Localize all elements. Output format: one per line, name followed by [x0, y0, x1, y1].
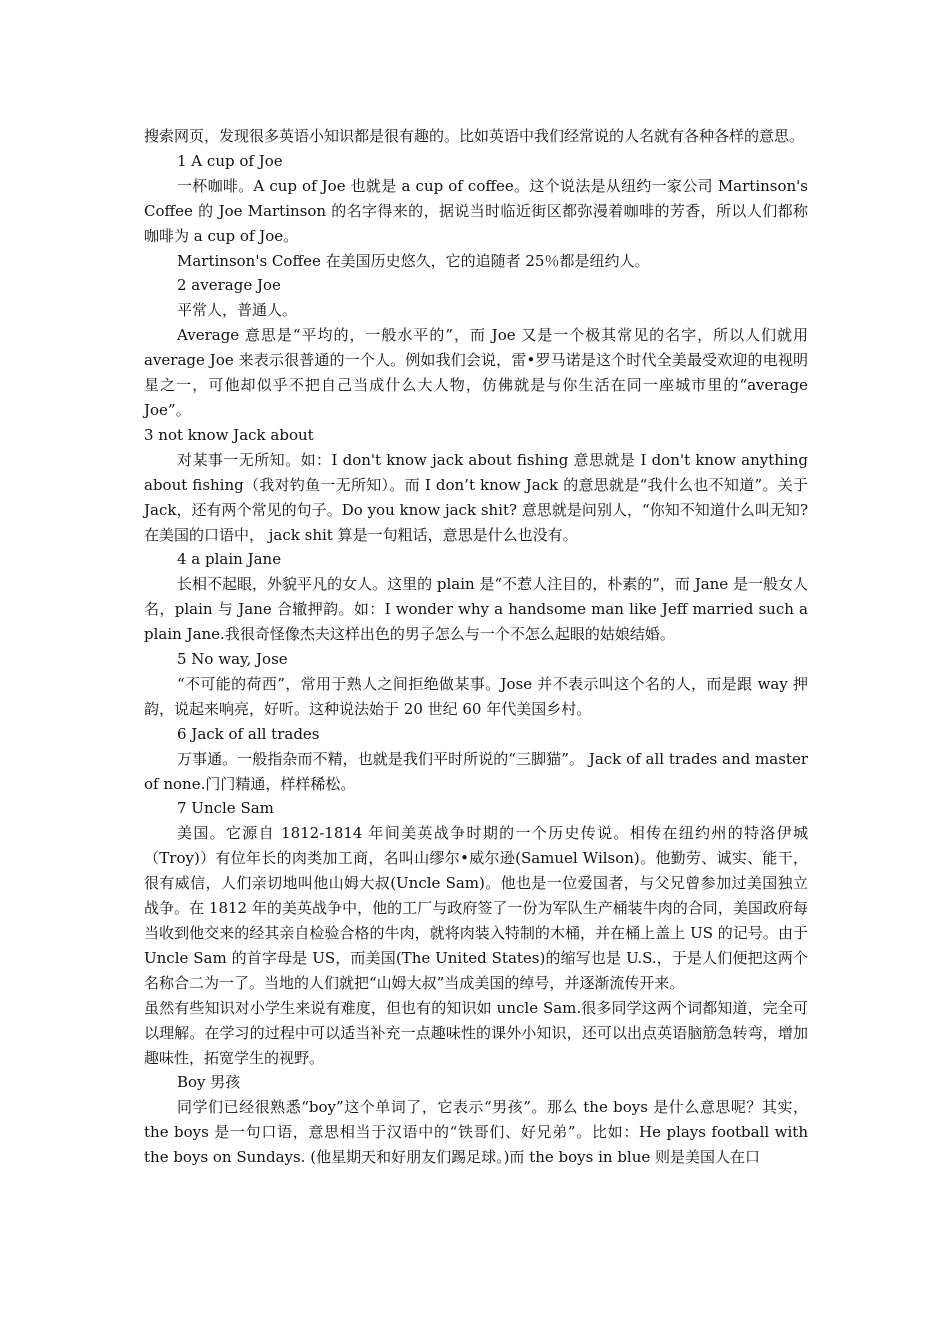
paragraph-average-joe: Average 意思是“平均的，一般水平的”，而 Joe 又是一个极其常见的名字，所以人们就用 average Joe 来表示很普通的一个人。例如我们会说，雷•罗马诺是这个时代全美最受欢迎的电视明星之一，可他却似乎不把自己当成什么大人物，仿佛就是与你生活在同一座城市里的“average Joe”。: [144, 326, 808, 419]
heading-average-joe: 2 average Joe: [177, 276, 281, 295]
paragraph-martinsons-coffee: Martinson's Coffee 在美国历史悠久，它的追随者 25％都是纽约人。: [177, 251, 650, 270]
paragraph-teaching-note: 虽然有些知识对小学生来说有难度，但也有的知识如 uncle Sam.很多同学这两个词都知道，完全可以理解。在学习的过程中可以适当补充一点趣味性的课外小知识，还可以出点英语脑筋急转弯，增加趣味性，拓宽学生的视野。: [144, 998, 808, 1067]
heading-a-cup-of-joe: 1 A cup of Joe: [177, 151, 283, 170]
document-page: [144, 124, 808, 1170]
paragraph-plain-jane: 长相不起眼，外貌平凡的女人。这里的 plain 是“不惹人注目的，朴素的”，而 Jane 是一般女人名，plain 与 Jane 合辙押韵。如：I wonder why a handsome man like Jeff married such a plain Jane.我很奇怪像杰夫这样出色的男子怎么与一个不怎么起眼的姑娘结婚。: [144, 575, 808, 644]
paragraph-boy: 同学们已经很熟悉“boy”这个单词了，它表示“男孩”。那么 the boys 是什么意思呢？其实，the boys 是一句口语，意思相当于汉语中的“铁哥们、好兄弟”。比如：He plays football with the boys on Sundays. (他星期天和好朋友们踢足球。)而 the boys in blue 则是美国人在口: [144, 1098, 808, 1167]
paragraph-intro: 搜索网页，发现很多英语小知识都是很有趣的。比如英语中我们经常说的人名就有各种各样的意思。: [144, 127, 805, 145]
paragraph-uncle-sam: 美国。它源自 1812-1814 年间美英战争时期的一个历史传说。相传在纽约州的特洛伊城（Troy)）有位年长的肉类加工商，名叫山缪尔•威尔逊(Samuel Wilson)。他勤劳、诚实、能干，很有威信，人们亲切地叫他山姆大叔(Uncle Sam)。他也是一位爱国者，与父兄曾参加过美国独立战争。在 1812 年的美英战争中，他的工厂与政府签了一份为军队生产桶装牛肉的合同，美国政府每当收到他交来的经其亲自检验合格的牛肉，就将肉装入特制的木桶，并在桶上盖上 US 的记号。由于 Uncle Sam 的首字母是 US，而美国(The United States)的缩写也是 U.S.，于是人们便把这两个名称合二为一了。当地的人们就把“山姆大叔”当成美国的绰号，并逐渐流传开来。: [144, 824, 808, 992]
heading-plain-jane: 4 a plain Jane: [177, 550, 282, 569]
heading-boy: Boy 男孩: [177, 1073, 241, 1092]
paragraph-average-joe-meaning: 平常人，普通人。: [177, 301, 298, 320]
heading-jack-of-all-trades: 6 Jack of all trades: [177, 724, 320, 743]
heading-no-way-jose: 5 No way, Jose: [177, 650, 288, 669]
heading-uncle-sam: 7 Uncle Sam: [177, 799, 274, 818]
paragraph-jack-of-all-trades: 万事通。一般指杂而不精，也就是我们平时所说的“三脚猫”。 Jack of all trades and master of none.门门精通，样样稀松。: [144, 749, 808, 793]
paragraph-no-way-jose: “不可能的荷西”，常用于熟人之间拒绝做某事。Jose 并不表示叫这个名的人，而是跟 way 押韵，说起来响亮，好听。这种说法始于 20 世纪 60 年代美国乡村。: [144, 674, 808, 718]
heading-not-know-jack: 3 not know Jack about: [144, 425, 314, 444]
paragraph-not-know-jack: 对某事一无所知。如：I don't know jack about fishing 意思就是 I don't know anything about fishing（我对钓鱼一无所知）。而 I don’t know Jack 的意思就是“我什么也不知道”。关于 Jack，还有两个常见的句子。Do you know jack shit? 意思就是问别人，“你知不知道什么叫无知? 在美国的口语中， jack shit 算是一句粗话，意思是什么也没有。: [144, 450, 808, 544]
paragraph-a-cup-of-joe: 一杯咖啡。A cup of Joe 也就是 a cup of coffee。这个说法是从纽约一家公司 Martinson's Coffee 的 Joe Martinson 的名字得来的，据说当时临近街区都弥漫着咖啡的芳香，所以人们都称咖啡为 a cup of Joe。: [144, 176, 808, 245]
